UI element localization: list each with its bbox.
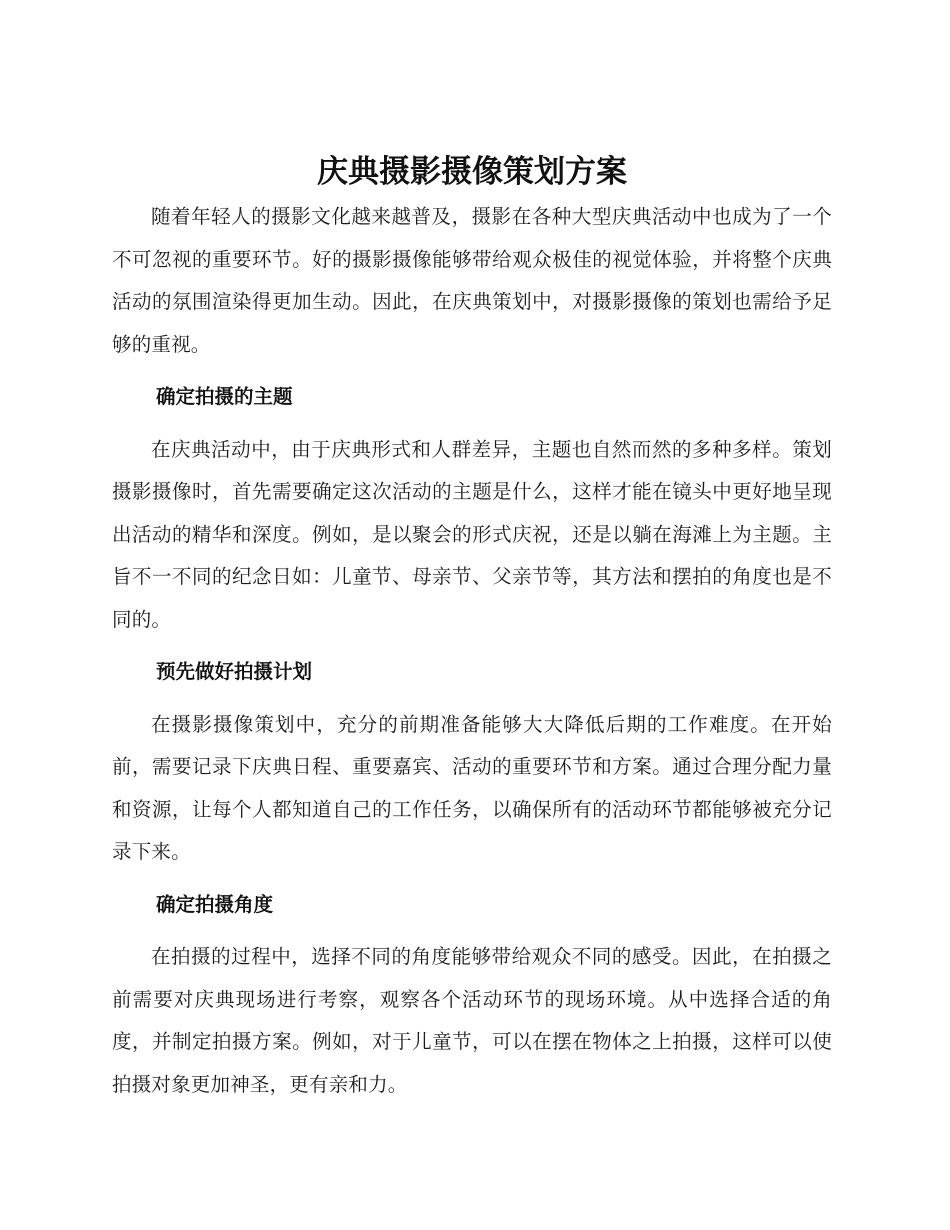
section-heading-plan: 预先做好拍摄计划: [156, 660, 313, 683]
section-body-plan: 在摄影摄像策划中，充分的前期准备能够大大降低后期的工作难度。在开始前，需要记录下庆典日程、重要嘉宾、活动的重要环节和方案。通过合理分配力量和资源，让每个人都知道自己的工作任务，以确保所有的活动环节都能够被充分记录下来。: [112, 712, 832, 863]
document-title: 庆典摄影摄像策划方案: [317, 154, 627, 190]
section-heading-angle: 确定拍摄角度: [156, 892, 274, 916]
section-body-angle: 在拍摄的过程中，选择不同的角度能够带给观众不同的感受。因此，在拍摄之前需要对庆典现场进行考察，观察各个活动环节的现场环境。从中选择合适的角度，并制定拍摄方案。例如，对于儿童节，可以在摆在物体之上拍摄，这样可以使拍摄对象更加神圣，更有亲和力。: [112, 945, 832, 1096]
section-body-theme: 在庆典活动中，由于庆典形式和人群差异，主题也自然而然的多种多样。策划摄影摄像时，首先需要确定这次活动的主题是什么，这样才能在镜头中更好地呈现出活动的精华和深度。例如，是以聚会的形式庆祝，还是以躺在海滩上为主题。主旨不一不同的纪念日如：儿童节、母亲节、父亲节等，其方法和摆拍的角度也是不同的。: [112, 437, 832, 631]
intro-paragraph: 随着年轻人的摄影文化越来越普及，摄影在各种大型庆典活动中也成为了一个不可忽视的重要环节。好的摄影摄像能够带给观众极佳的视觉体验，并将整个庆典活动的氛围渲染得更加生动。因此，在庆典策划中，对摄影摄像的策划也需给予足够的重视。: [112, 205, 832, 356]
section-heading-theme: 确定拍摄的主题: [156, 385, 293, 408]
document-page: [112, 150, 832, 1106]
